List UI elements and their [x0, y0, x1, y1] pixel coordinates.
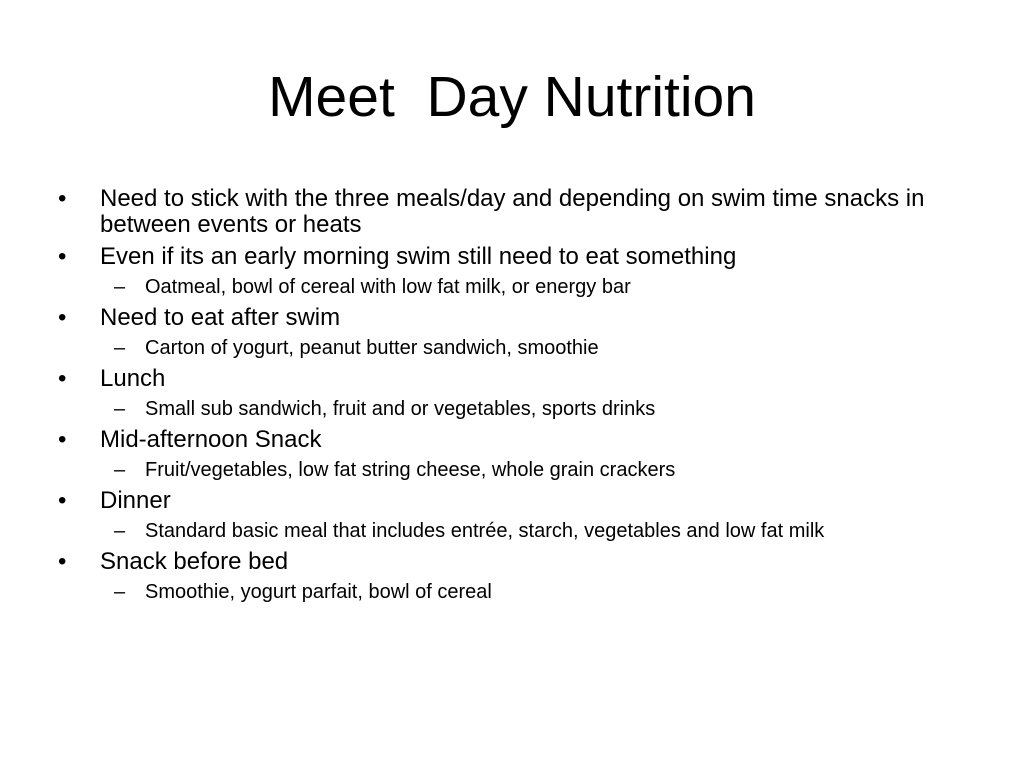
- dash-icon: –: [114, 581, 126, 603]
- dash-icon: –: [114, 459, 126, 481]
- sub-bullet-item: [54, 276, 974, 299]
- bullet-text: Snack before bed: [100, 548, 289, 575]
- sub-bullet-item: [54, 459, 974, 482]
- sub-bullet-text: Small sub sandwich, fruit and or vegetables, sports drinks: [145, 398, 656, 420]
- bullet-text: Lunch: [100, 365, 166, 392]
- dash-icon: –: [114, 398, 126, 420]
- sub-bullet-text: Smoothie, yogurt parfait, bowl of cereal: [145, 581, 492, 603]
- bullet-dot-icon: •: [58, 304, 67, 331]
- bullet-item: [54, 305, 974, 331]
- bullet-dot-icon: •: [58, 548, 67, 575]
- sub-bullet-item: [54, 581, 974, 604]
- sub-bullet-text: Standard basic meal that includes entrée, starch, vegetables and low fat milk: [145, 520, 825, 542]
- dash-icon: –: [114, 337, 126, 359]
- bullet-item: [54, 366, 974, 392]
- sub-bullet-text: Oatmeal, bowl of cereal with low fat milk, or energy bar: [145, 276, 631, 298]
- sub-bullet-text: Carton of yogurt, peanut butter sandwich, smoothie: [145, 337, 599, 359]
- bullet-text: Even if its an early morning swim still need to eat something: [100, 243, 737, 270]
- bullet-text: Need to stick with the three meals/day and depending on swim time snacks in between events or heats: [100, 185, 925, 238]
- bullet-text: Dinner: [100, 487, 171, 514]
- sub-bullet-item: [54, 520, 974, 543]
- dash-icon: –: [114, 520, 126, 542]
- bullet-item: [54, 427, 974, 453]
- dash-icon: –: [114, 276, 126, 298]
- bullet-text: Mid-afternoon Snack: [100, 426, 322, 453]
- bullet-dot-icon: •: [58, 243, 67, 270]
- bullet-item: [54, 549, 974, 575]
- sub-bullet-item: [54, 337, 974, 360]
- bullet-item: [54, 186, 974, 238]
- bullet-item: [54, 244, 974, 270]
- bullet-item: [54, 488, 974, 514]
- bullet-dot-icon: •: [58, 487, 67, 514]
- bullet-list: [54, 180, 974, 604]
- bullet-dot-icon: •: [58, 365, 67, 392]
- sub-bullet-item: [54, 398, 974, 421]
- sub-bullet-text: Fruit/vegetables, low fat string cheese, whole grain crackers: [145, 459, 676, 481]
- bullet-text: Need to eat after swim: [100, 304, 341, 331]
- slide-title: Meet Day Nutrition: [268, 65, 756, 129]
- bullet-dot-icon: •: [58, 426, 67, 453]
- bullet-dot-icon: •: [58, 185, 67, 212]
